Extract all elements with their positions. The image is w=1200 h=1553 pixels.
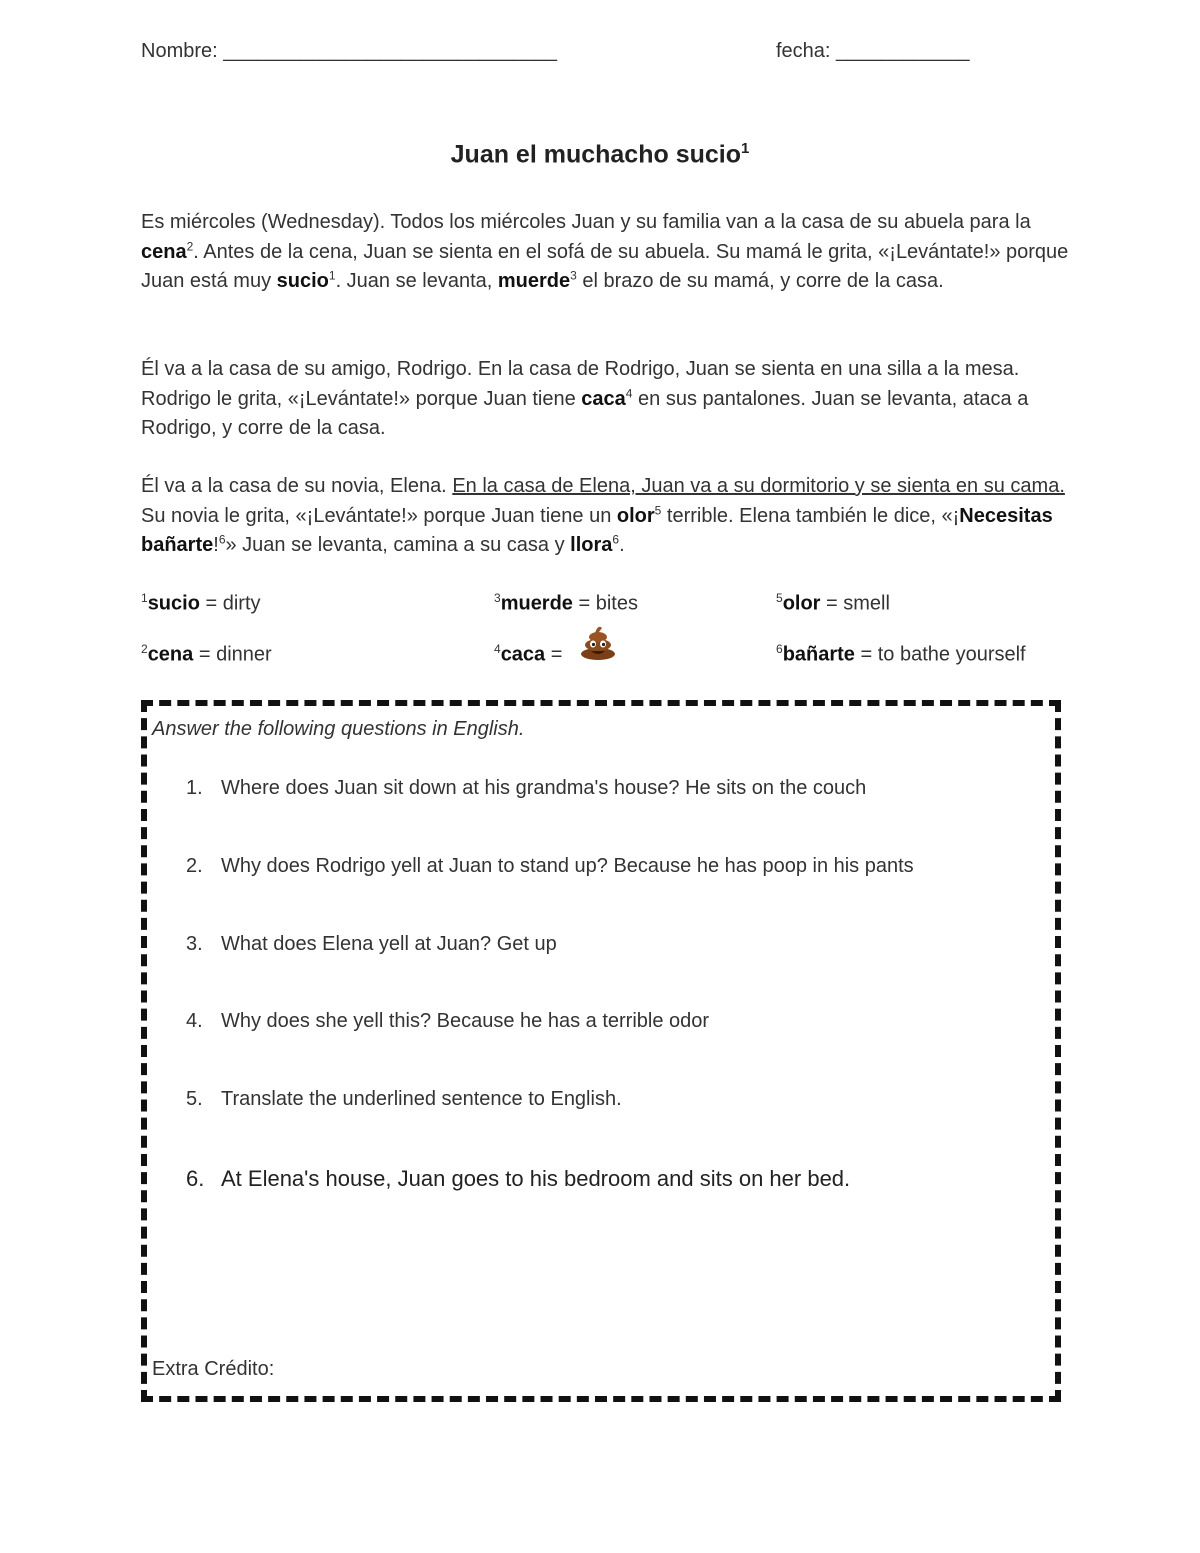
glossary-item: $^1$sucio = dirty — [141, 591, 261, 615]
poop-emoji-icon — [578, 622, 618, 662]
question-item: 2. Why does Rodrigo yell at Juan to stand up? Because he has poop in his pants — [186, 855, 914, 877]
extra-credit-label: Extra Crédito: — [152, 1358, 275, 1380]
page-title: Juan el muchacho sucio$^1$ — [450, 140, 750, 169]
story-paragraph-2: Él va a la casa de su amigo, Rodrigo. En la casa de Rodrigo, Juan se sienta en una silla a la mesa. Rodrigo le grita, «¡Levántate!» porque Juan tiene caca$^4$ en sus pantalones. Juan se levanta, ataca a Rodrigo, y corre de la casa. — [141, 358, 1029, 439]
instructions: Answer the following questions in English. — [152, 718, 525, 740]
glossary-item: $^2$cena = dinner — [141, 642, 272, 666]
glossary-item: $^6$bañarte = to bathe yourself — [776, 642, 1026, 666]
story-paragraph-3: Él va a la casa de su novia, Elena. En la casa de Elena, Juan va a su dormitorio y se sienta en su cama. Su novia le grita, «¡Levántate!» porque Juan tiene un olor$^5$ terrible. Elena también le dice, «¡Necesitas bañarte!$^6$» Juan se levanta, camina a su casa y llora$^6$. — [141, 475, 1065, 556]
name-field: Nombre: ______________________________ — [141, 40, 557, 62]
glossary-item: $^4$caca = — [494, 642, 563, 666]
date-field: fecha: ____________ — [776, 40, 970, 62]
story-paragraph-1: Es miércoles (Wednesday). Todos los miércoles Juan y su familia van a la casa de su abuela para la cena$^2$. Antes de la cena, Juan se sienta en el sofá de su abuela. Su mamá le grita, «¡Levántate!» porque Juan está muy sucio$^1$. Juan se levanta, muerde$^3$ el brazo de su mamá, y corre de la casa. — [141, 211, 1069, 292]
question-item: 3. What does Elena yell at Juan? Get up — [186, 933, 557, 955]
glossary-item: $^3$muerde = bites — [494, 591, 638, 615]
underlined-sentence: En la casa de Elena, Juan va a su dormitorio y se sienta en su cama. — [452, 475, 1065, 497]
question-item: 6. At Elena's house, Juan goes to his bedroom and sits on her bed. — [186, 1166, 851, 1191]
question-item: 4. Why does she yell this? Because he has a terrible odor — [186, 1010, 710, 1032]
questions-box — [141, 700, 1061, 1402]
question-item: 5. Translate the underlined sentence to English. — [186, 1088, 622, 1110]
question-item: 1. Where does Juan sit down at his grandma's house? He sits on the couch — [186, 777, 867, 799]
glossary-item: $^5$olor = smell — [776, 591, 890, 615]
